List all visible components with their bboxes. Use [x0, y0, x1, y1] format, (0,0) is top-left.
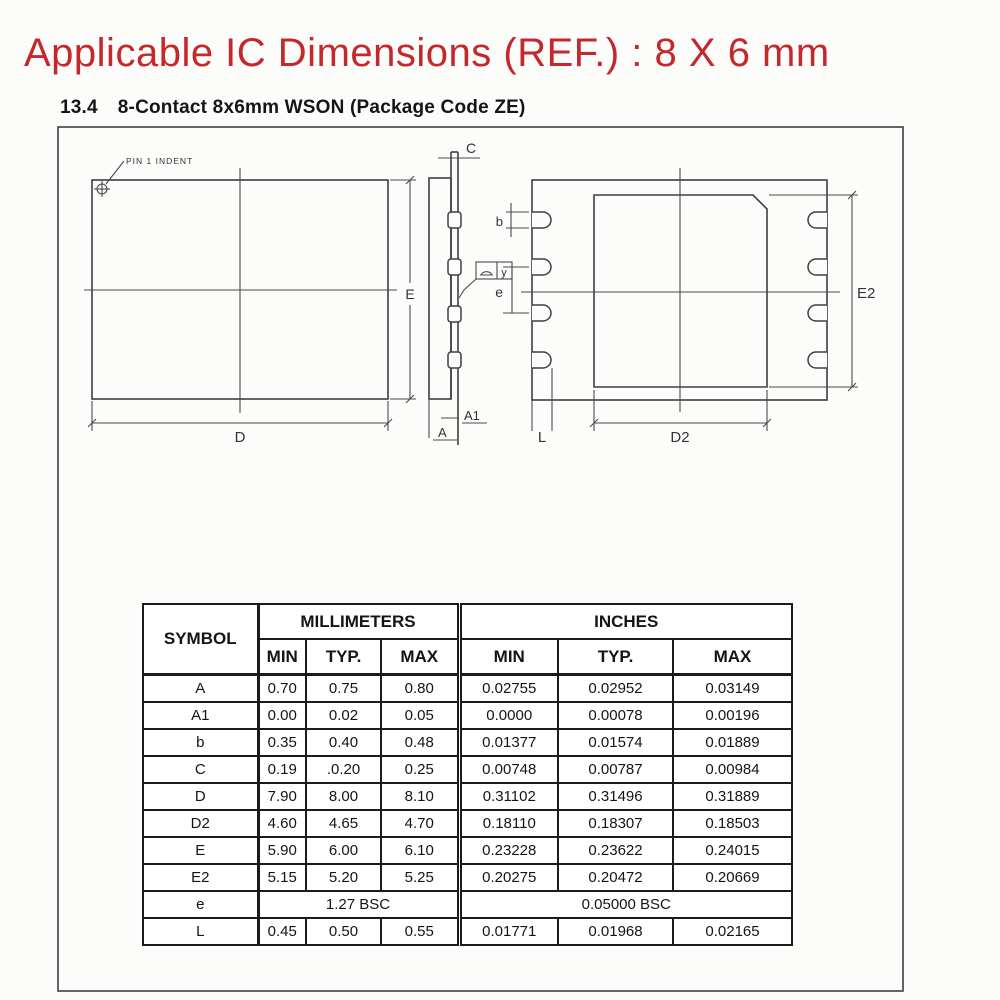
table-cell: E2 [143, 864, 258, 891]
dim-A [429, 399, 457, 440]
table-cell: 0.25 [381, 756, 459, 783]
table-cell: 4.65 [306, 810, 381, 837]
table-row [143, 810, 792, 837]
table-cell: A1 [143, 702, 258, 729]
header-mm-min: MIN [258, 639, 306, 675]
dimensions-table-container [142, 603, 793, 946]
table-cell: C [143, 756, 258, 783]
datum-leader-line [459, 279, 476, 298]
header-mm-max: MAX [381, 639, 459, 675]
table-cell: E [143, 837, 258, 864]
table-cell: 5.20 [306, 864, 381, 891]
pin1-indent-icon [94, 181, 110, 197]
dim-E2-label: E2 [857, 285, 876, 302]
section-title: 8-Contact 8x6mm WSON (Package Code ZE) [117, 97, 526, 118]
table-cell: 4.60 [258, 810, 306, 837]
table-cell: .0.20 [306, 756, 381, 783]
table-cell: 0.23622 [558, 837, 673, 864]
table-row [143, 756, 792, 783]
table-row [143, 918, 792, 945]
table-row [143, 864, 792, 891]
table-cell: 4.70 [381, 810, 459, 837]
table-cell: D2 [143, 810, 258, 837]
table-cell: 0.75 [306, 675, 381, 703]
table-header-row-groups [143, 604, 792, 639]
table-cell: 0.03149 [673, 675, 792, 703]
table-cell: 0.00787 [558, 756, 673, 783]
table-cell: e [143, 891, 258, 918]
header-inches: INCHES [459, 604, 792, 639]
table-cell: 0.23228 [459, 837, 558, 864]
section-number: 13.4 [60, 97, 98, 118]
dim-D-label: D [234, 429, 246, 446]
table-cell: 0.18110 [459, 810, 558, 837]
table-cell: 0.20669 [673, 864, 792, 891]
table-cell: 0.31889 [673, 783, 792, 810]
header-in-max: MAX [673, 639, 792, 675]
table-cell: A [143, 675, 258, 703]
table-cell: 0.01968 [558, 918, 673, 945]
table-row [143, 675, 792, 703]
side-view [429, 140, 487, 445]
table-cell: 0.02952 [558, 675, 673, 703]
table-cell: 0.24015 [673, 837, 792, 864]
table-cell: 0.00196 [673, 702, 792, 729]
table-cell: 0.01889 [673, 729, 792, 756]
table-cell: 0.55 [381, 918, 459, 945]
top-view [84, 156, 416, 446]
dim-E-label: E [405, 286, 415, 302]
table-cell: 0.02165 [673, 918, 792, 945]
table-cell: 1.27 BSC [258, 891, 459, 918]
table-row [143, 702, 792, 729]
table-cell: 0.70 [258, 675, 306, 703]
bottom-view [459, 168, 875, 446]
table-row [143, 783, 792, 810]
table-cell: 0.31496 [558, 783, 673, 810]
table-cell: L [143, 918, 258, 945]
dim-L [532, 368, 552, 446]
table-cell: 0.35 [258, 729, 306, 756]
table-cell: 0.01771 [459, 918, 558, 945]
dim-A1-label: A1 [464, 408, 480, 423]
table-cell: 0.0000 [459, 702, 558, 729]
table-cell: 6.10 [381, 837, 459, 864]
table-cell: 0.50 [306, 918, 381, 945]
table-cell: 0.48 [381, 729, 459, 756]
header-symbol: SYMBOL [143, 604, 258, 675]
datum-label: y [501, 267, 507, 279]
table-cell: 0.00748 [459, 756, 558, 783]
pin1-label: PIN 1 INDENT [126, 156, 194, 166]
dim-L-label: L [537, 429, 547, 446]
table-cell: D [143, 783, 258, 810]
table-cell: 5.15 [258, 864, 306, 891]
table-cell: 0.20472 [558, 864, 673, 891]
dim-C [438, 140, 480, 158]
table-cell: 0.31102 [459, 783, 558, 810]
side-lead-bumps [448, 212, 461, 368]
table-row [143, 837, 792, 864]
table-cell: 0.01574 [558, 729, 673, 756]
dim-e-label: e [495, 284, 503, 300]
table-cell: b [143, 729, 258, 756]
dim-A1 [441, 408, 487, 423]
table-cell: 0.05 [381, 702, 459, 729]
right-leads [808, 212, 827, 368]
table-cell: 0.00984 [673, 756, 792, 783]
table-cell: 0.02 [306, 702, 381, 729]
left-leads [532, 212, 551, 368]
table-cell: 7.90 [258, 783, 306, 810]
table-cell: 0.00078 [558, 702, 673, 729]
dim-b [496, 203, 529, 237]
header-in-min: MIN [459, 639, 558, 675]
dim-C-label: C [465, 140, 477, 156]
dimensions-table [142, 603, 793, 946]
table-cell: 0.02755 [459, 675, 558, 703]
dim-A-label: A [438, 425, 447, 440]
header-mm-typ: TYP. [306, 639, 381, 675]
table-cell: 0.18307 [558, 810, 673, 837]
table-cell: 0.18503 [673, 810, 792, 837]
page-title: Applicable IC Dimensions (REF.) : 8 X 6 mm [24, 31, 830, 75]
table-cell: 0.20275 [459, 864, 558, 891]
table-cell: 0.19 [258, 756, 306, 783]
table-cell: 0.40 [306, 729, 381, 756]
table-cell: 0.01377 [459, 729, 558, 756]
table-cell: 0.45 [258, 918, 306, 945]
table-cell: 8.10 [381, 783, 459, 810]
table-cell: 0.00 [258, 702, 306, 729]
table-row [143, 891, 792, 918]
table-cell: 0.05000 BSC [459, 891, 792, 918]
table-row [143, 729, 792, 756]
header-millimeters: MILLIMETERS [258, 604, 459, 639]
table-cell: 8.00 [306, 783, 381, 810]
dim-b-label: b [495, 214, 503, 229]
dim-D2-label: D2 [670, 429, 690, 446]
table-cell: 6.00 [306, 837, 381, 864]
header-in-typ: TYP. [558, 639, 673, 675]
table-cell: 0.80 [381, 675, 459, 703]
table-cell: 5.90 [258, 837, 306, 864]
table-cell: 5.25 [381, 864, 459, 891]
